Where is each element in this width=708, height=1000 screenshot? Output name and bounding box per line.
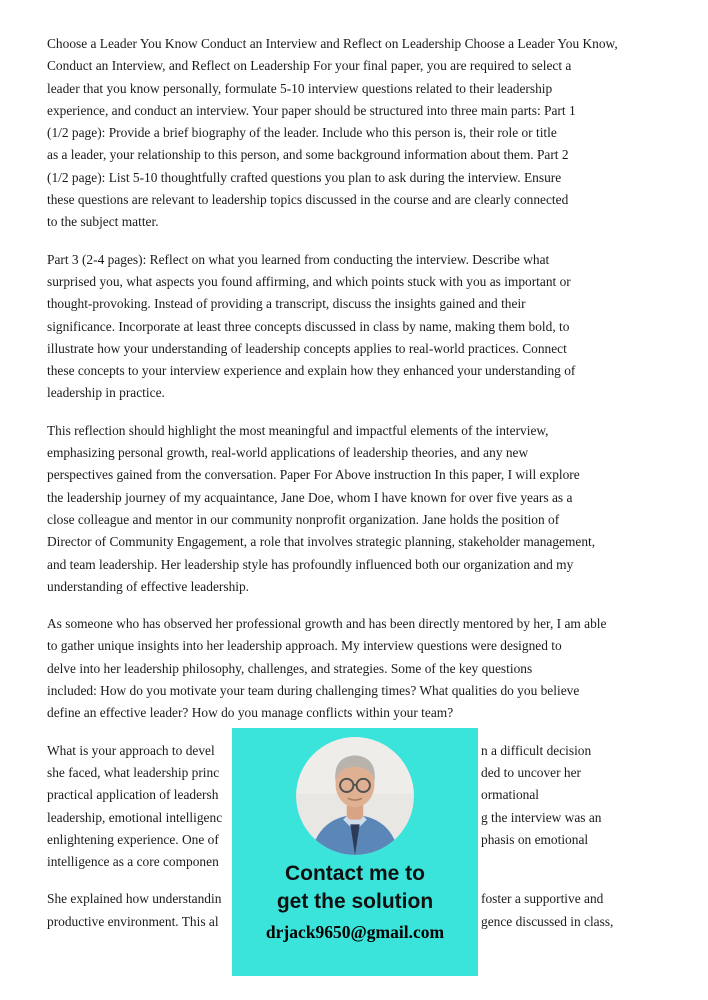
text-fragment-right: gence discussed in class, (481, 913, 614, 929)
text-line: as a leader, your relationship to this person, and some background information about them. Part 2 (47, 147, 569, 163)
text-line: As someone who has observed her professional growth and has been directly mentored by her, I am able (47, 616, 607, 632)
text-line: included: How do you motivate your team during challenging times? What qualities do you believe (47, 683, 580, 699)
text-fragment-right: foster a supportive and (481, 891, 604, 907)
text-line: Part 3 (2-4 pages): Reflect on what you learned from conducting the interview. Describe what (47, 251, 550, 267)
text-line: these concepts to your interview experience and explain how they enhanced your understanding of (47, 363, 576, 379)
text-fragment-right: ded to uncover her (481, 764, 582, 780)
text-fragment-left: productive environment. This al (47, 913, 219, 929)
paragraph (47, 420, 663, 598)
text-fragment-left: intelligence as a core componen (47, 854, 219, 870)
text-line: and team leadership. Her leadership style has profoundly influenced both our organization and my (47, 556, 574, 572)
text-line: Choose a Leader You Know Conduct an Interview and Reflect on Leadership Choose a Leader You Know, (47, 36, 618, 51)
text-line: the leadership journey of my acquaintance, Jane Doe, whom I have known for over five years as a (47, 489, 573, 505)
text-fragment-left: leadership, emotional intelligenc (47, 809, 223, 825)
text-line: illustrate how your understanding of leadership concepts applies to real-world practices. Connect (47, 340, 567, 356)
text-fragment-right: ormational (481, 787, 540, 803)
contact-heading-line2: get the solution (276, 890, 434, 913)
text-line: Conduct an Interview, and Reflect on Leadership For your final paper, you are required to select a (47, 58, 572, 74)
paragraph (47, 33, 663, 234)
text-line: emphasizing personal growth, real-world applications of leadership theories, and any new (47, 445, 529, 461)
text-line: surprised you, what aspects you found affirming, and which points stuck with you as important or (47, 273, 571, 289)
text-fragment-left: She explained how understandin (47, 891, 222, 907)
contact-heading-line1: Contact me to (284, 862, 425, 885)
text-line: (1/2 page): List 5-10 thoughtfully crafted questions you plan to ask during the interview. Ensure (47, 169, 562, 185)
text-line: leader that you know personally, formulate 5-10 interview questions related to their leadership (47, 80, 553, 96)
text-line: delve into her leadership philosophy, challenges, and strategies. Some of the key questions (47, 660, 533, 676)
text-fragment-right: n a difficult decision (481, 742, 592, 758)
text-fragment-right: g the interview was an (481, 809, 602, 825)
text-line: significance. Incorporate at least three concepts discussed in class by name, making them bold, to (47, 318, 570, 334)
paragraph (47, 613, 663, 724)
text-line: these questions are relevant to leadership topics discussed in the course and are clearly connected (47, 192, 569, 208)
text-line: understanding of effective leadership. (47, 578, 250, 594)
contact-overlay (232, 728, 478, 976)
text-fragment-left: enlightening experience. One of (47, 831, 219, 847)
text-line: thought-provoking. Instead of providing a transcript, discuss the insights gained and their (47, 296, 526, 312)
text-line: define an effective leader? How do you manage conflicts within your team? (47, 705, 454, 721)
text-fragment-left: she faced, what leadership princ (47, 764, 220, 780)
paragraph (47, 249, 663, 405)
text-fragment-left: What is your approach to devel (47, 742, 215, 758)
text-line: perspectives gained from the conversation. Paper For Above instruction In this paper, I will explore (47, 467, 580, 483)
text-line: to gather unique insights into her leadership approach. My interview questions were designed to (47, 638, 562, 654)
text-line: This reflection should highlight the most meaningful and impactful elements of the interview, (47, 422, 549, 438)
portrait-photo-icon (296, 737, 414, 855)
text-line: close colleague and mentor in our community nonprofit organization. Jane holds the position of (47, 511, 560, 527)
contact-email: drjack9650@gmail.com (265, 922, 445, 942)
text-line: (1/2 page): Provide a brief biography of the leader. Include who this person is, their role or title (47, 125, 557, 141)
text-line: experience, and conduct an interview. Your paper should be structured into three main parts: Part 1 (47, 102, 576, 118)
text-line: Director of Community Engagement, a role that involves strategic planning, stakeholder management, (47, 534, 596, 550)
text-line: leadership in practice. (47, 385, 165, 401)
avatar (296, 737, 414, 855)
text-line: to the subject matter. (47, 214, 159, 230)
text-fragment-left: practical application of leadersh (47, 787, 219, 803)
text-fragment-right: phasis on emotional (481, 831, 589, 847)
